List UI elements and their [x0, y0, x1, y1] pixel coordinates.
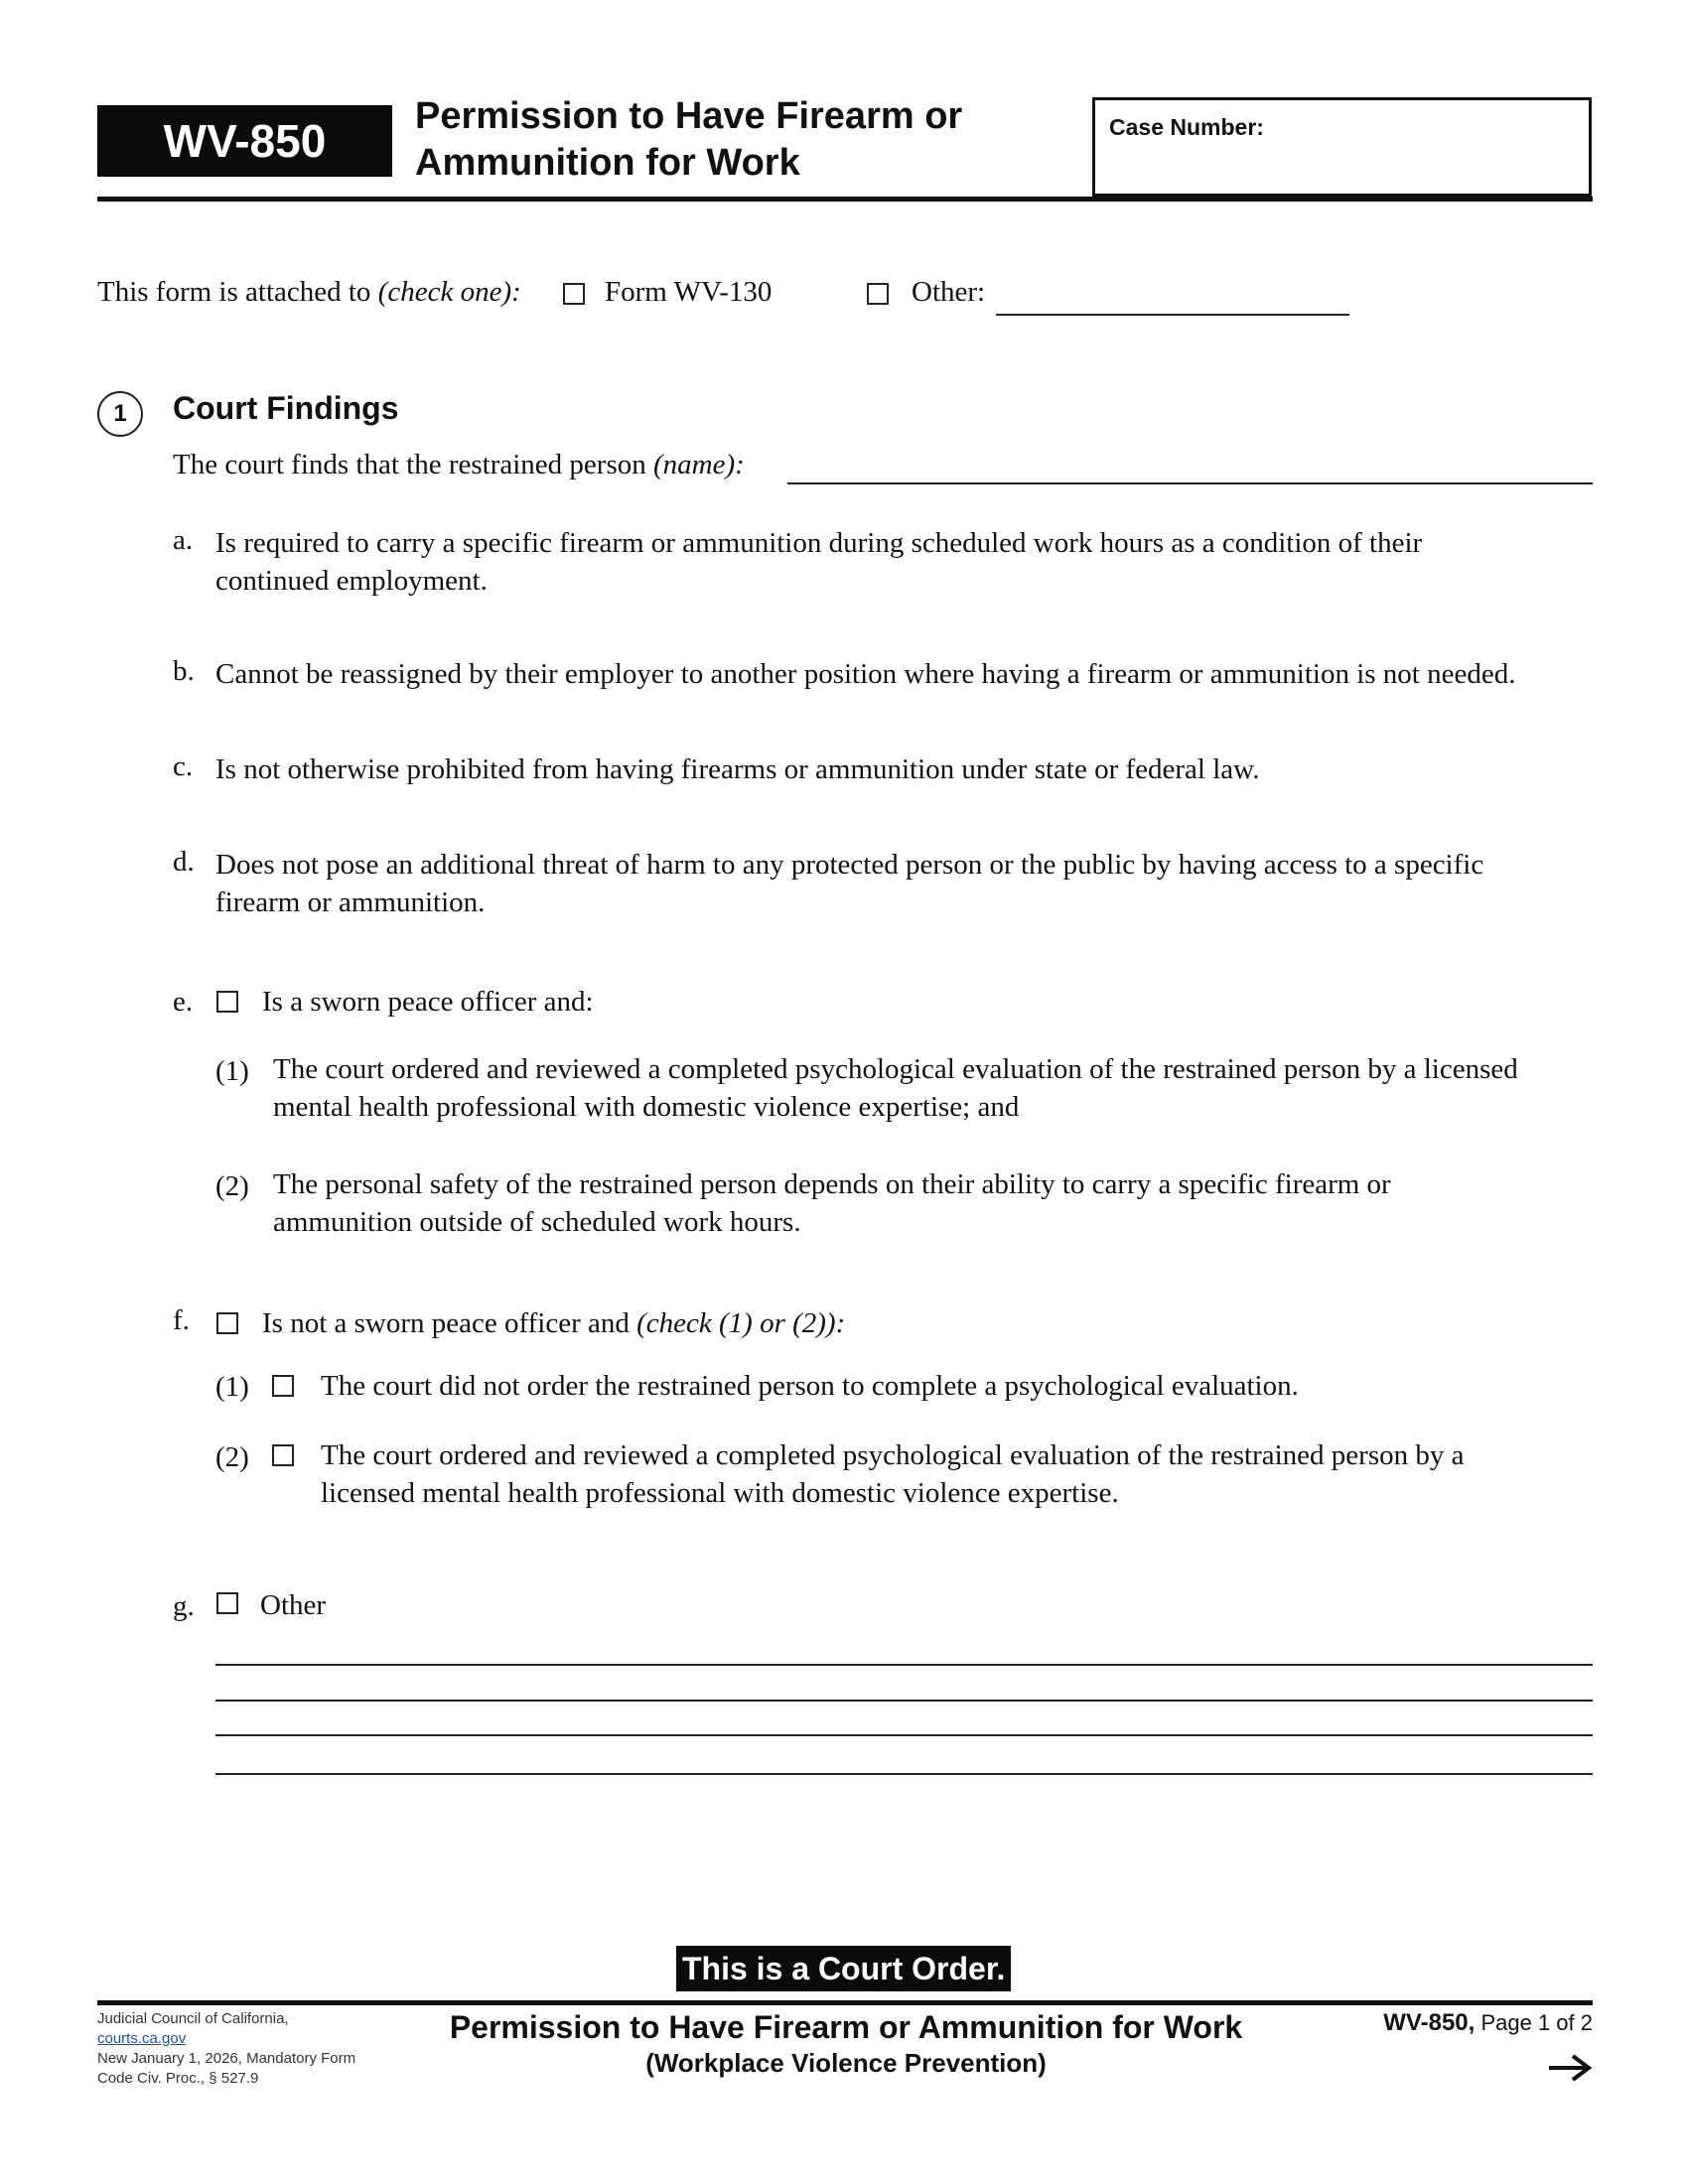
- item-a: [215, 524, 1422, 600]
- findings-intro-hint: (name):: [652, 449, 745, 480]
- item-g-checkbox[interactable]: [216, 1592, 238, 1614]
- footer-subtitle: (Workplace Violence Prevention): [645, 2048, 1047, 2078]
- footer-form-id: WV-850,: [1383, 2009, 1476, 2036]
- item-g-letter: g.: [173, 1590, 195, 1622]
- court-order-banner: This is a Court Order.: [676, 1946, 1011, 1991]
- case-number-label: Case Number:: [1109, 114, 1264, 140]
- form-wv130-label: Form WV-130: [605, 276, 773, 308]
- other-attachment-checkbox[interactable]: [867, 283, 889, 305]
- header-rule: [97, 197, 1593, 202]
- item-f-sub1-checkbox[interactable]: [272, 1375, 294, 1397]
- item-f-sub2-line-2: licensed mental health professional with domestic violence expertise.: [321, 1477, 1119, 1509]
- item-e-letter: e.: [173, 986, 194, 1018]
- item-d-letter: d.: [173, 846, 195, 878]
- item-f-sub2-line-1: The court ordered and reviewed a completed psychological evaluation of the restrained person by a: [321, 1439, 1465, 1471]
- attached-prefix: [97, 276, 521, 309]
- item-e-sub2: [273, 1165, 1391, 1241]
- courts-website-link[interactable]: courts.ca.gov: [97, 2030, 187, 2047]
- item-d-line-2: firearm or ammunition.: [215, 887, 486, 918]
- other-finding-line-2[interactable]: [215, 1700, 1593, 1702]
- item-f-sub2-checkbox[interactable]: [272, 1444, 294, 1466]
- item-c-text: Is not otherwise prohibited from having firearms or ammunition under state or federal law.: [215, 753, 1260, 785]
- footer-page-number: Page 1 of 2: [1480, 2010, 1593, 2035]
- item-f-sub2-number: (2): [215, 1441, 249, 1473]
- footer-page-info: [1383, 2009, 1593, 2037]
- section-title: Court Findings: [173, 390, 399, 426]
- item-e-sub2-line-2: ammunition outside of scheduled work hours.: [273, 1206, 801, 1238]
- form-title: [415, 93, 962, 187]
- item-f-checkbox[interactable]: [216, 1312, 238, 1334]
- footer-council: Judicial Council of California,: [97, 2010, 289, 2027]
- item-e-sub1-line-2: mental health professional with domestic violence expertise; and: [273, 1091, 1020, 1123]
- other-finding-line-4[interactable]: [215, 1773, 1593, 1775]
- footer-title-block: [377, 2007, 1315, 2079]
- footer-info: [97, 2009, 355, 2089]
- restrained-person-name-field[interactable]: [787, 482, 1593, 484]
- item-f-text: Is not a sworn peace officer and: [262, 1307, 630, 1339]
- footer-title: Permission to Have Firearm or Ammunition for Work: [449, 2009, 1243, 2045]
- item-a-letter: a.: [173, 524, 194, 556]
- other-finding-line-1[interactable]: [215, 1664, 1593, 1666]
- other-finding-line-3[interactable]: [215, 1734, 1593, 1736]
- form-title-line-2: Ammunition for Work: [415, 142, 800, 184]
- item-c-letter: c.: [173, 751, 194, 782]
- form-wv130-checkbox[interactable]: [563, 283, 585, 305]
- item-a-line-2: continued employment.: [215, 565, 488, 597]
- item-b-letter: b.: [173, 655, 195, 687]
- item-b-text: Cannot be reassigned by their employer to another position where having a firearm or ammunition is not needed.: [215, 658, 1516, 690]
- item-f-letter: f.: [173, 1304, 190, 1336]
- item-e-sub1: [273, 1050, 1518, 1126]
- findings-intro: [173, 446, 745, 483]
- item-d-line-1: Does not pose an additional threat of harm to any protected person or the public by having access to a specific: [215, 849, 1484, 881]
- footer-rule: [97, 2000, 1593, 2005]
- item-f-sub1-number: (1): [215, 1371, 249, 1403]
- item-g-text: Other: [260, 1589, 327, 1621]
- item-e-sub1-number: (1): [215, 1055, 249, 1087]
- item-d: [215, 846, 1483, 921]
- attached-check-hint: (check one):: [377, 276, 521, 308]
- item-f-sub2: [321, 1436, 1465, 1512]
- item-a-line-1: Is required to carry a specific firearm or ammunition during scheduled work hours as a condition of their: [215, 527, 1423, 559]
- section-number-badge: [97, 391, 143, 437]
- attached-prefix-text: This form is attached to: [97, 276, 371, 308]
- other-attachment-label: Other:: [912, 276, 986, 308]
- section-number: 1: [113, 400, 127, 427]
- item-e-text: Is a sworn peace officer and:: [262, 986, 594, 1018]
- findings-intro-text: The court finds that the restrained person: [173, 449, 646, 480]
- item-f-hint: (check (1) or (2)):: [636, 1307, 846, 1339]
- footer-revision: New January 1, 2026, Mandatory Form: [97, 2050, 356, 2067]
- form-id-badge: [97, 105, 392, 177]
- item-e-sub2-number: (2): [215, 1170, 249, 1202]
- item-f-sub1-text: The court did not order the restrained person to complete a psychological evaluation.: [321, 1370, 1299, 1402]
- item-e-sub1-line-1: The court ordered and reviewed a completed psychological evaluation of the restrained person by a licensed: [273, 1053, 1518, 1085]
- other-attachment-field[interactable]: [996, 314, 1349, 316]
- footer-code: Code Civ. Proc., § 527.9: [97, 2070, 259, 2087]
- form-title-line-1: Permission to Have Firearm or: [415, 95, 963, 137]
- item-f: [262, 1304, 845, 1342]
- item-e-sub2-line-1: The personal safety of the restrained person depends on their ability to carry a specific firearm or: [273, 1168, 1391, 1200]
- next-page-arrow-icon[interactable]: [1547, 2053, 1593, 2088]
- case-number-field[interactable]: [1092, 97, 1592, 197]
- form-id: WV-850: [163, 115, 327, 167]
- item-e-checkbox[interactable]: [216, 991, 238, 1013]
